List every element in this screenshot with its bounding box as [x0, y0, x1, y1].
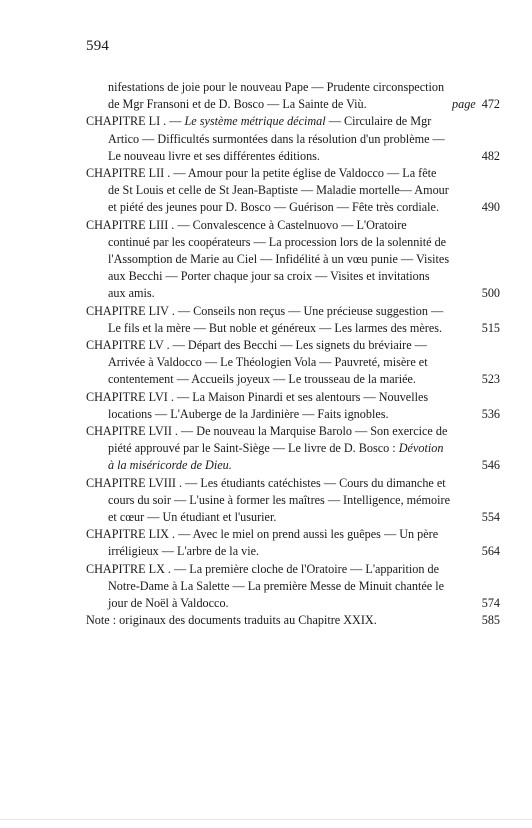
chapter-heading: CHAPITRE LIX . —	[86, 527, 193, 542]
table-of-contents	[86, 79, 500, 630]
page-number-ref: 536	[481, 406, 500, 421]
toc-entry-text: CHAPITRE LVII . — De nouveau la Marquise Barolo — Son exercice de piété approuvé par le Saint-Siège — Le livre de D. Bosco : Dévotion à la miséricorde de Dieu.	[86, 424, 448, 473]
toc-entry-text: CHAPITRE LIV . — Conseils non reçus — Une précieuse suggestion — Le fils et la mère — But noble et généreux — Les larmes des mères.	[86, 303, 444, 335]
toc-entry-note	[86, 612, 500, 629]
toc-entry-text: CHAPITRE LI . — Le système métrique décimal — Circulaire de Mgr Artico — Difficultés surmontées dans la résolution d'un problème — Le nouveau livre et ses différentes éditions.	[86, 114, 445, 163]
page-number-ref: 585	[481, 613, 500, 628]
toc-page-ref	[452, 96, 500, 113]
toc-entry-text: CHAPITRE LX . — La première cloche de l'Oratoire — L'apparition de Notre-Dame à La Salette — La première Messe de Minuit chantée le jour de Noël à Valdocco.	[86, 561, 445, 611]
page-number-ref: 482	[481, 148, 500, 163]
page-number-ref: 472	[481, 97, 500, 112]
chapter-heading: CHAPITRE LVIII . —	[86, 475, 201, 490]
page-number-ref: 574	[481, 596, 500, 611]
toc-entry-text: CHAPITRE LIX . — Avec le miel on prend aussi les guêpes — Un père irréligieux — L'arbre de la vie.	[86, 527, 439, 559]
toc-entry-text: nifestations de joie pour le nouveau Pape — Prudente circonspection de Mgr Fransoni et de D. Bosco — La Sainte de Viù.	[108, 80, 445, 112]
chapter-heading: CHAPITRE LX . —	[86, 561, 190, 576]
page-number-ref: 523	[481, 372, 500, 387]
toc-entry-text: CHAPITRE LIII . — Convalescence à Castelnuovo — L'Oratoire continué par les coopérateurs — La procession lors de la solennité de l'Assomption de Marie au Ciel — Infidélité à un vœu punie — Visites aux Becchi — Porter chaque jour sa croix — Visites et invitations aux amis.	[86, 217, 450, 301]
toc-entry-chapter-57	[86, 423, 500, 475]
chapter-heading: CHAPITRE LI . —	[86, 114, 185, 129]
scan-edge-line	[0, 819, 532, 820]
toc-entry-chapter-51	[86, 113, 500, 165]
toc-entry-text: CHAPITRE LVIII . — Les étudiants catéchistes — Cours du dimanche et cours du soir — L'usine à former les maîtres — Intelligence, mémoire et cœur — Un étudiant et l'usurier.	[86, 475, 450, 525]
toc-entry-chapter-58	[86, 475, 500, 527]
page-number-ref: 564	[481, 544, 500, 559]
chapter-italic-title: Dévotion à la miséricorde de Dieu.	[108, 441, 444, 473]
page-label: page	[452, 97, 476, 112]
toc-entry-chapter-54	[86, 303, 500, 337]
chapter-heading: CHAPITRE LVI . —	[86, 389, 193, 404]
toc-entry-chapter-56	[86, 389, 500, 423]
page-number: 594	[86, 38, 110, 54]
toc-entry-chapter-55	[86, 337, 500, 389]
chapter-heading: CHAPITRE LIV . —	[86, 303, 194, 318]
toc-entry-text: CHAPITRE LV . — Départ des Becchi — Les signets du bréviaire — Arrivée à Valdocco — Le Théologien Vola — Pauvreté, misère et contentement — Accueils joyeux — Le trousseau de la mariée.	[86, 338, 428, 387]
toc-entry-text: CHAPITRE LII . — Amour pour la petite église de Valdocco — La fête de St Louis et celle de St Jean-Baptiste — Maladie mortelle— Amour et piété des jeunes pour D. Bosco — Guérison — Fête très cordiale.	[86, 166, 449, 215]
toc-entry-continuation	[86, 79, 500, 113]
toc-entry-chapter-59	[86, 526, 500, 560]
toc-entry-chapter-60	[86, 561, 500, 613]
toc-entry-text: Note : originaux des documents traduits au Chapitre XXIX.	[86, 613, 377, 628]
page-number-ref: 490	[481, 200, 500, 215]
page-number-ref: 515	[481, 320, 500, 335]
chapter-heading: CHAPITRE LII . —	[86, 166, 188, 181]
page-number-ref: 500	[481, 286, 500, 301]
chapter-italic-title: Le système métrique décimal	[184, 114, 326, 129]
chapter-heading: CHAPITRE LIII . —	[86, 217, 193, 232]
page-number-ref: 554	[481, 510, 500, 525]
toc-entry-chapter-53	[86, 217, 500, 303]
page-number-ref: 546	[481, 458, 500, 473]
chapter-heading: CHAPITRE LV . —	[86, 338, 188, 353]
toc-entry-text: CHAPITRE LVI . — La Maison Pinardi et ses alentours — Nouvelles locations — L'Auberge de la Jardinière — Faits ignobles.	[86, 389, 429, 421]
chapter-heading: CHAPITRE LVII . —	[86, 424, 197, 439]
toc-entry-chapter-52	[86, 165, 500, 217]
